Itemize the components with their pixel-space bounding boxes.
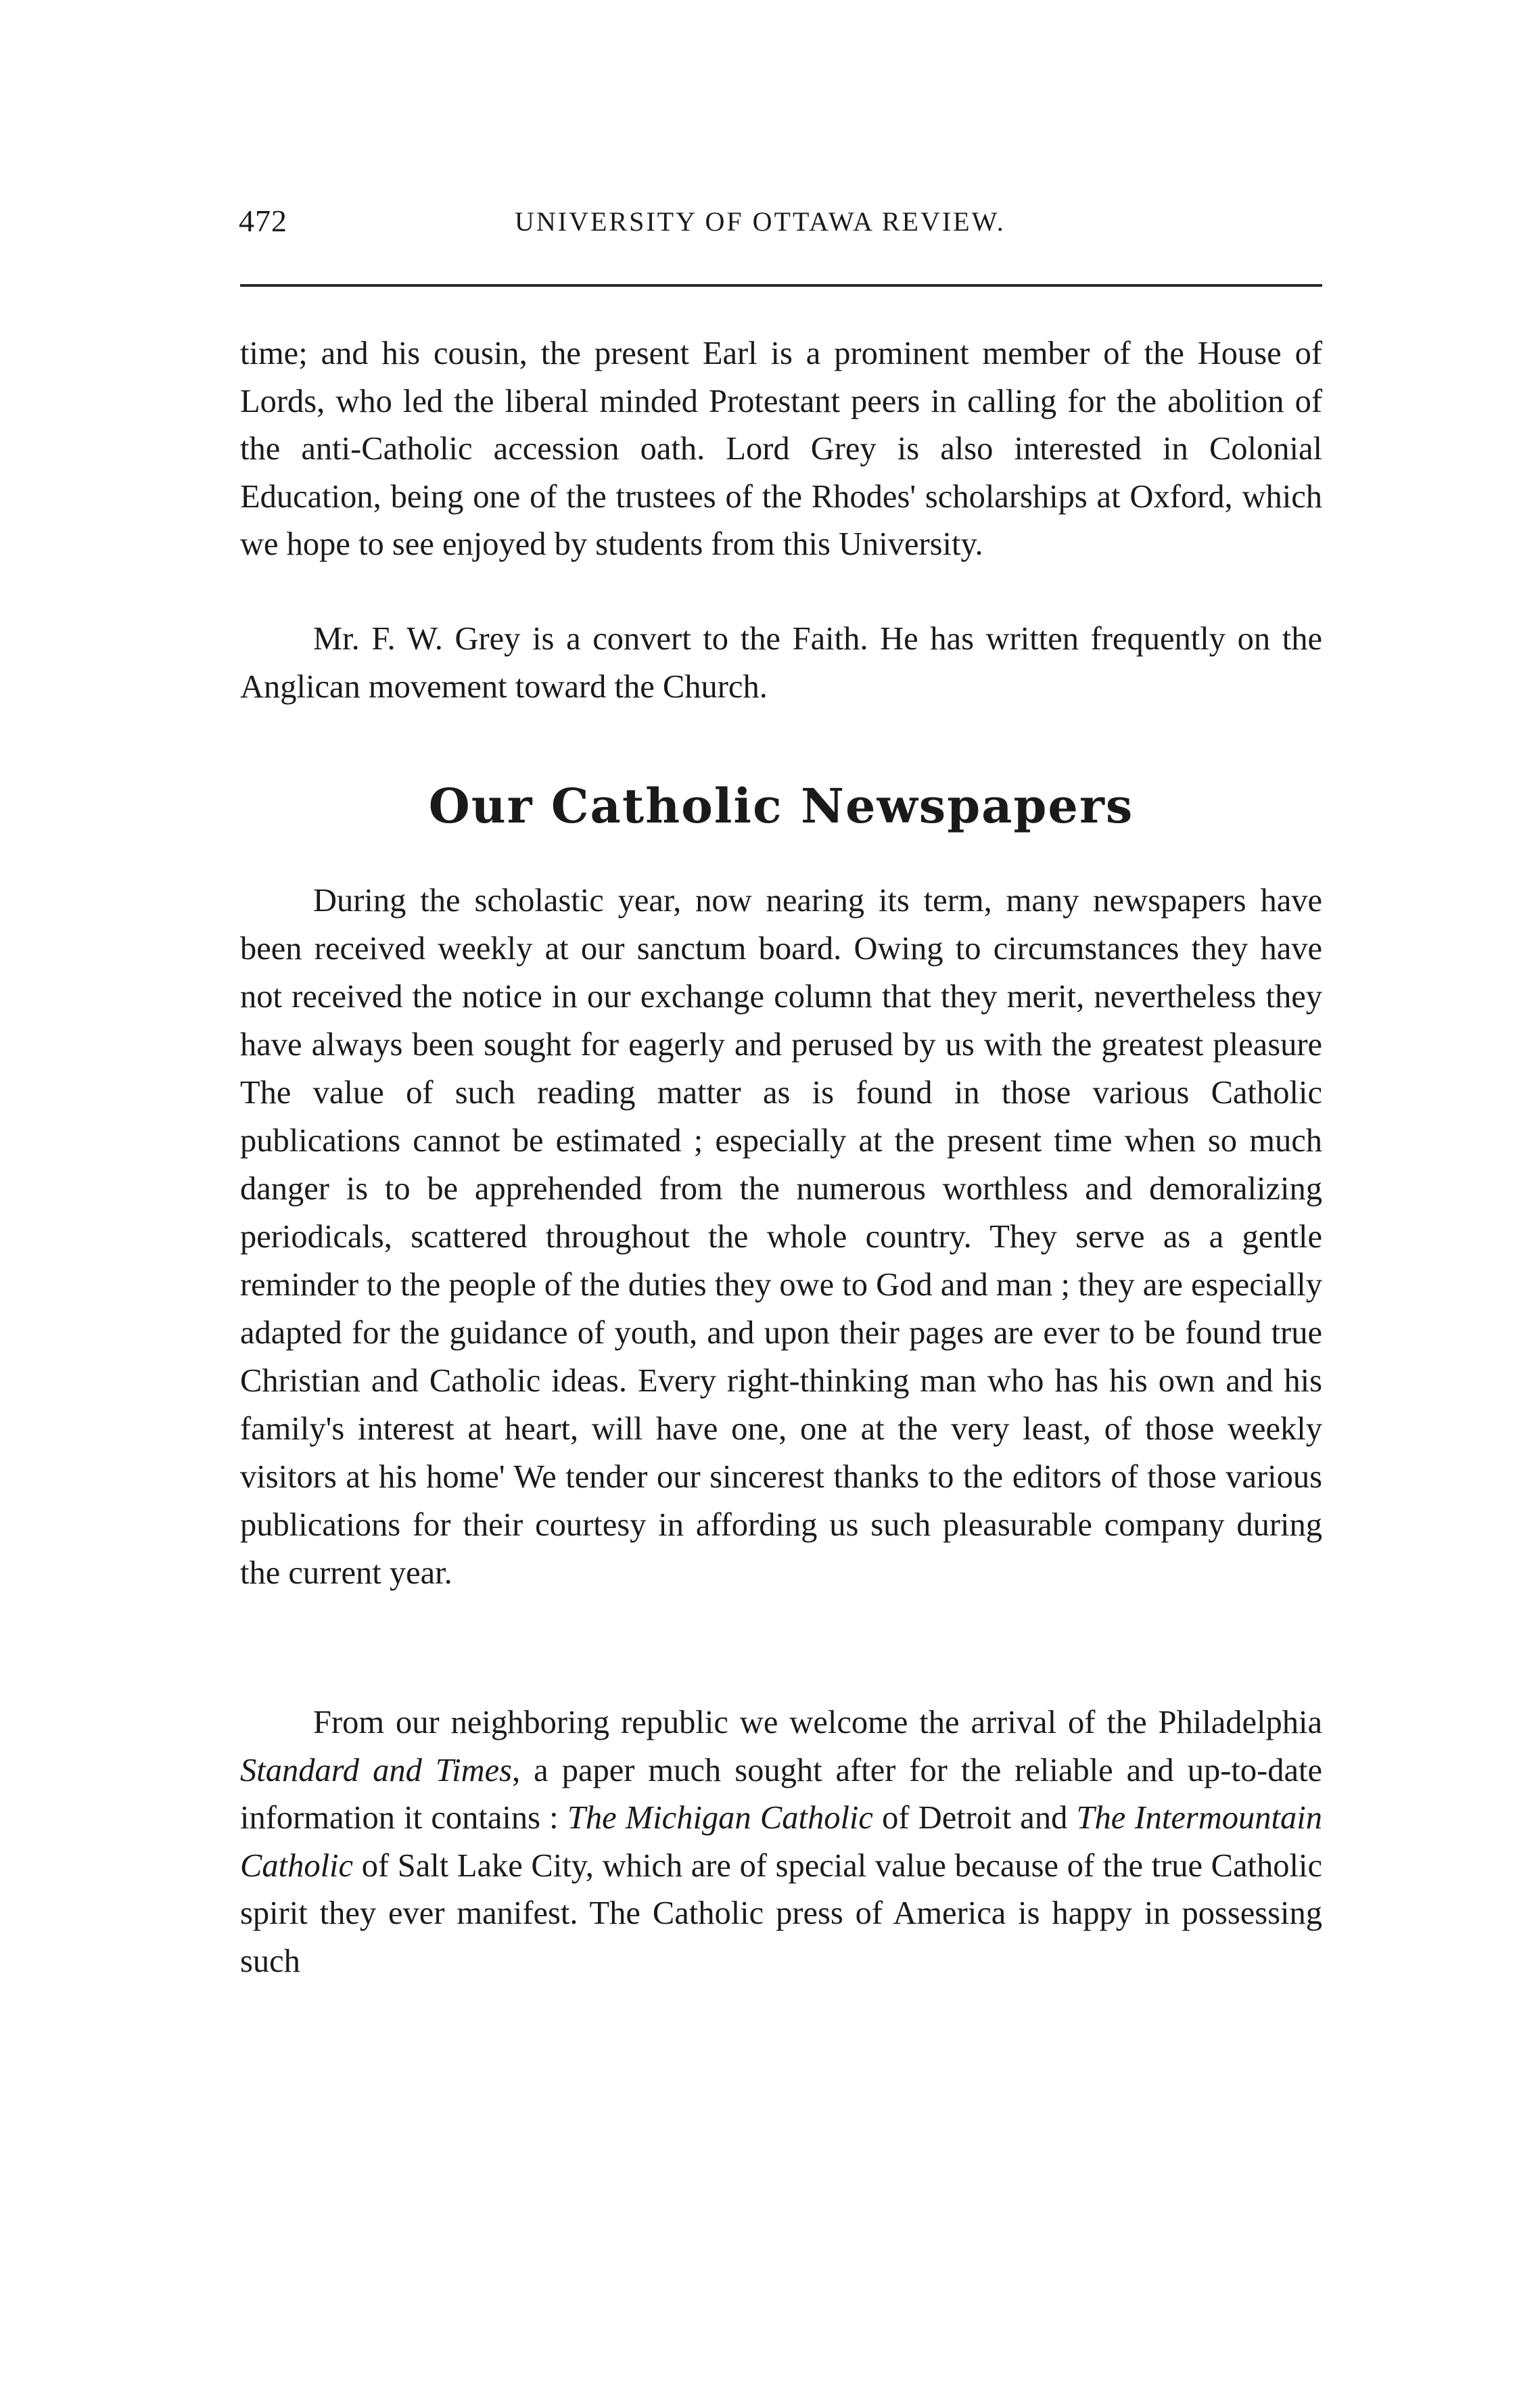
p4-text-1: From our neighboring republic we welcome the arrival of the Philadelphia xyxy=(313,1705,1322,1740)
page-number: 472 xyxy=(239,204,287,238)
paragraph-neighboring-republic xyxy=(240,1699,1322,1985)
paragraph-scholastic-year: During the scholastic year, now nearing its term, many newspapers have been received weekly at our sanctum board. Owing to circumstances they have not received the notice in our exchange column that they merit, nevertheless they have always been sought for eagerly and perused by us with the greatest pleasure The value of such reading matter as is found in those various Catholic publications cannot be estimated ; especially at the present time when so much danger is to be apprehended from the numerous worthless and demoralizing periodicals, scattered throughout the whole country. They serve as a gentle reminder to the people of the duties they owe to God and man ; they are especially adapted for the guidance of youth, and upon their pages are ever to be found true Christian and Catholic ideas. Every right-thinking man who has his own and his family's interest at heart, will have one, one at the very least, of those weekly visitors at his home' We tender our sincerest thanks to the editors of those various publications for their courtesy in affording us such pleasurable company during the current year. xyxy=(240,883,1322,1591)
journal-title: UNIVERSITY OF OTTAWA REVIEW. xyxy=(515,206,1006,237)
title-standard-and-times: Standard and Times xyxy=(240,1752,513,1788)
running-head xyxy=(239,203,1314,244)
title-michigan-catholic: The Michigan Catholic xyxy=(567,1800,873,1836)
header-rule xyxy=(240,284,1322,287)
p4-text-3: of Detroit and xyxy=(872,1800,1077,1836)
p4-text-2: , a paper much sought after for the reliable and up-to-date information it contains : xyxy=(240,1752,1323,1836)
p4-text-4: of Salt Lake City, which are of special value because of the true Catholic spirit they ever manifest. The Catholic press of America is happy in possessing such xyxy=(240,1847,1322,1979)
section-heading: Our Catholic Newspapers xyxy=(428,778,1134,834)
paragraph-fw-grey: Mr. F. W. Grey is a convert to the Faith. He has written frequently on the Anglican movement toward the Church. xyxy=(240,621,1322,705)
title-intermountain-catholic: The Intermountain Catholic xyxy=(240,1800,1322,1884)
paragraph-grey-family: time; and his cousin, the present Earl is a prominent member of the House of Lords, who led the liberal minded Protestant peers in calling for the abolition of the anti-Catholic accession oath. Lord Grey is also interested in Colonial Education, being one of the trustees of the Rhodes' scholarships at Oxford, which we hope to see enjoyed by students from this University. xyxy=(240,336,1322,562)
